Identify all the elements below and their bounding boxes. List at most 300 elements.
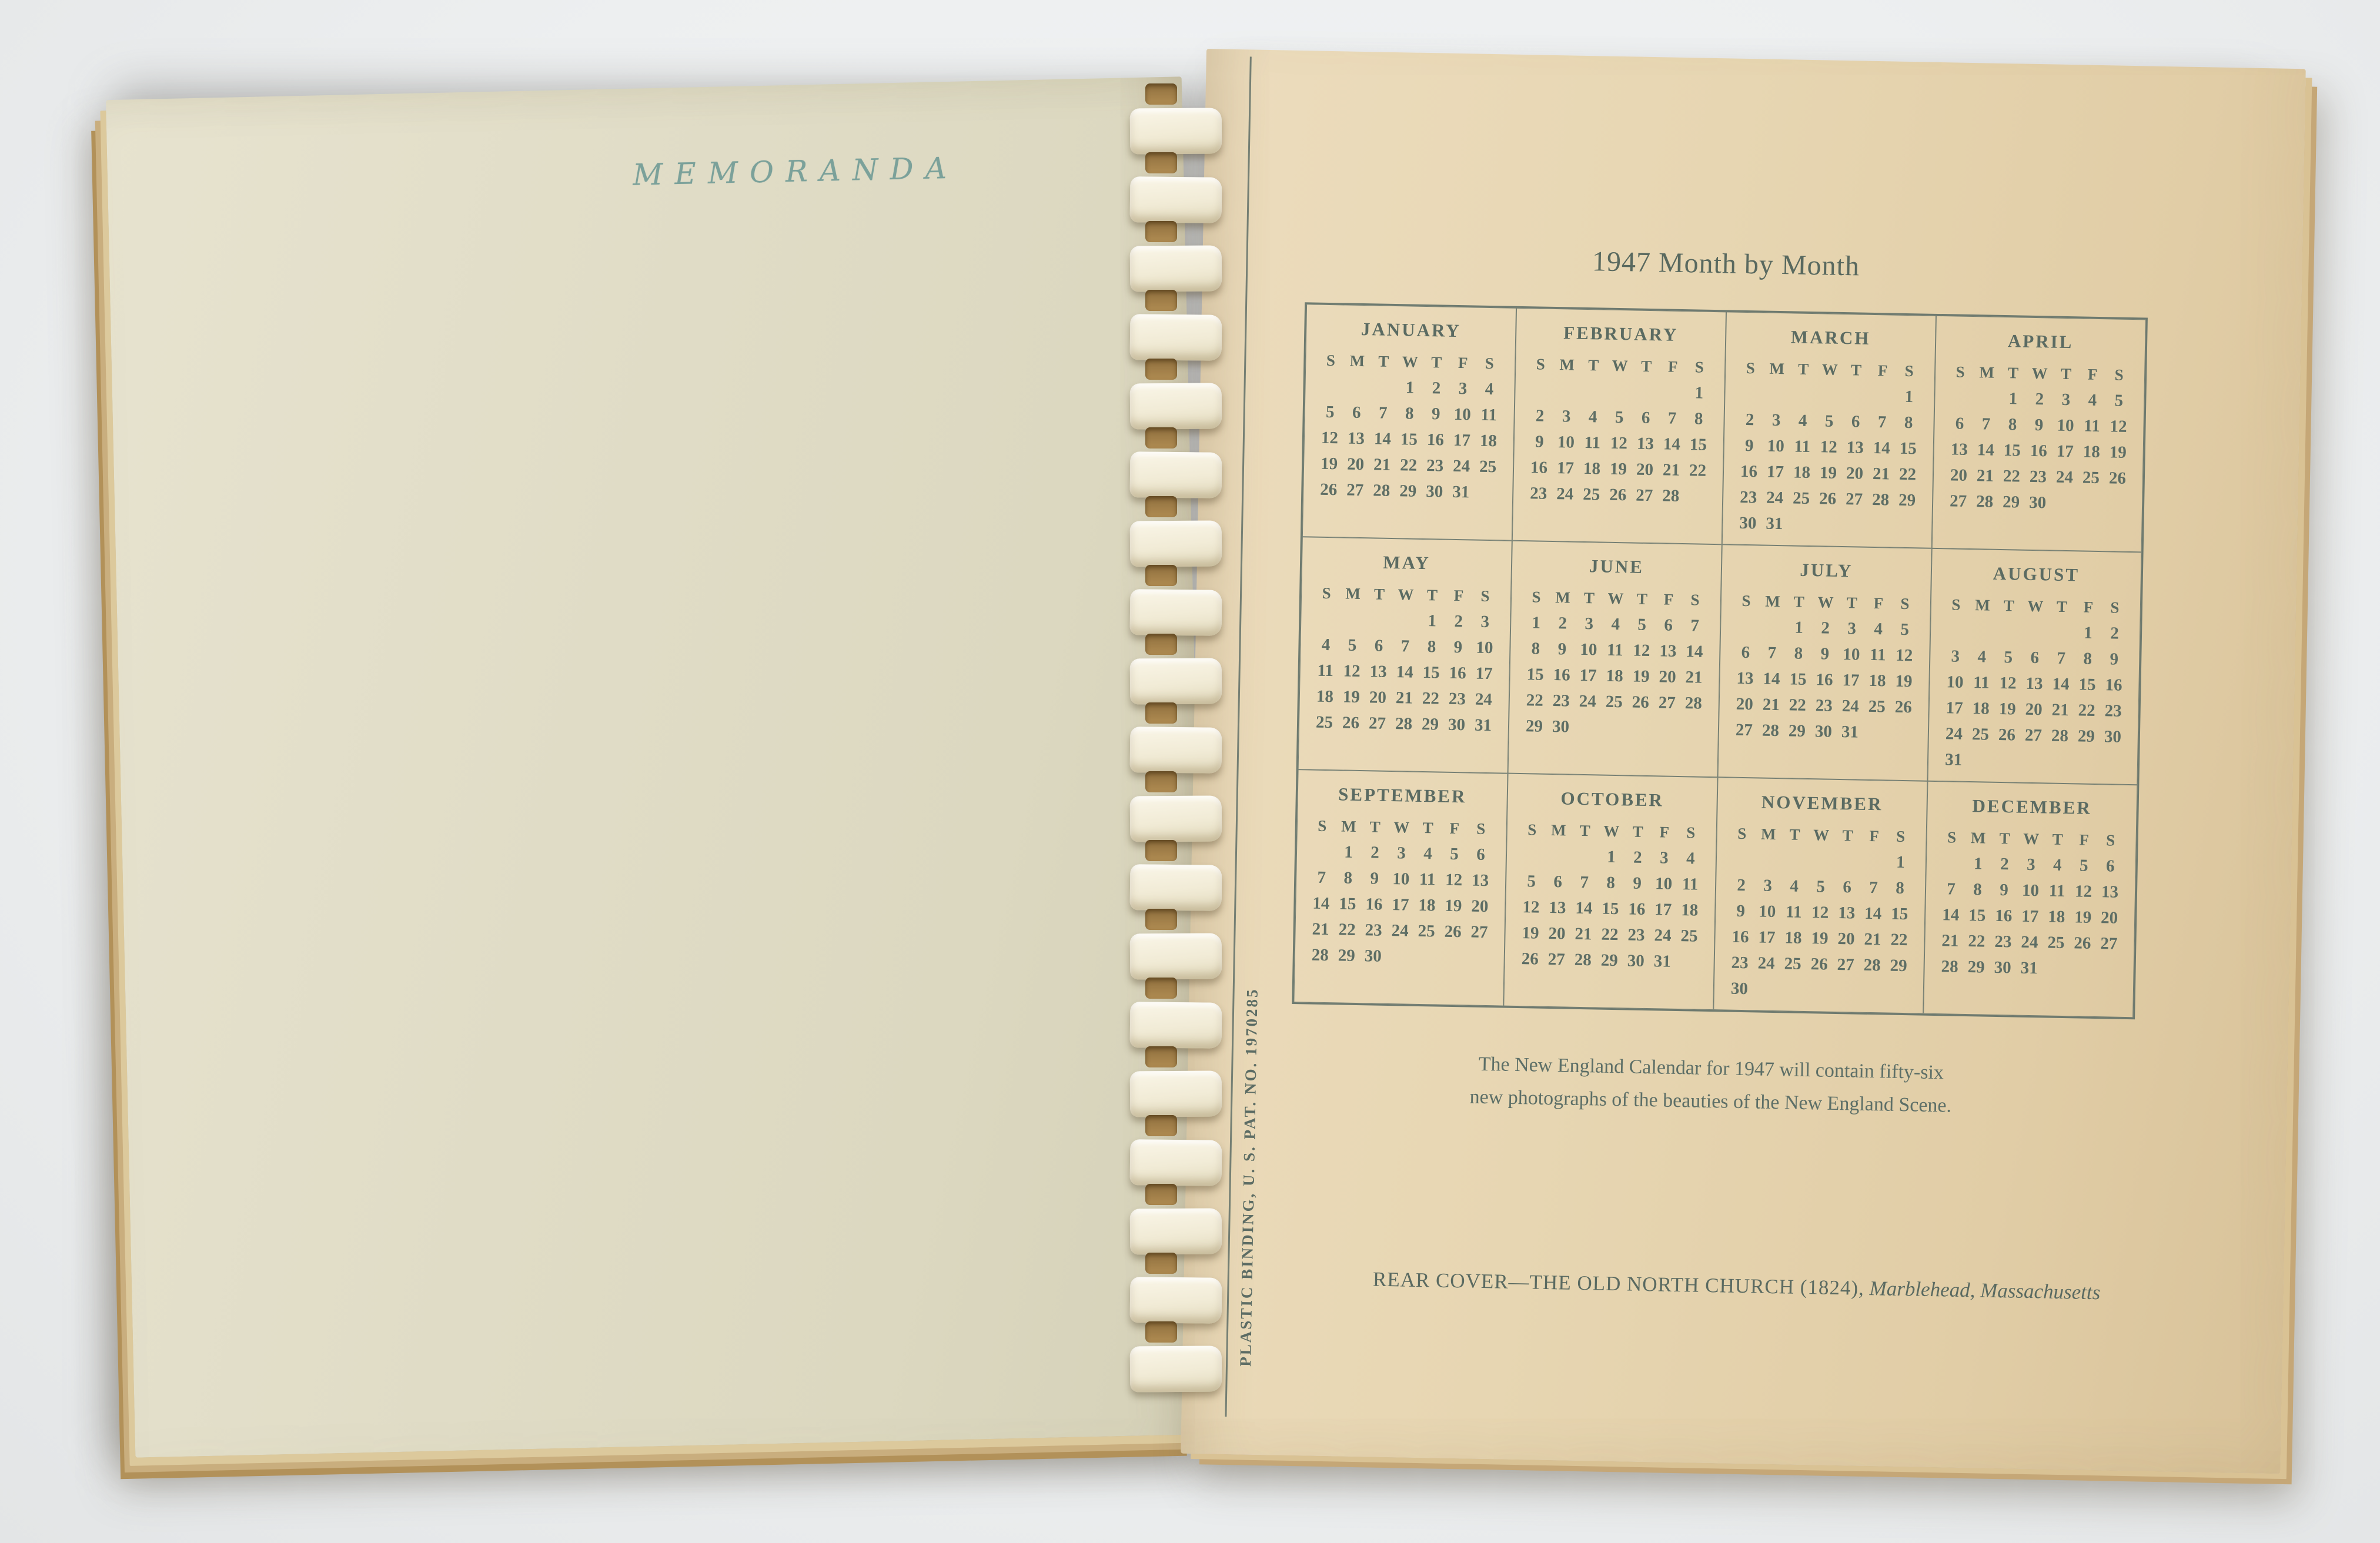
day-cell: 4	[1977, 647, 1987, 667]
day-cell: 7	[1580, 872, 1589, 892]
day-cell: 18	[1418, 895, 1436, 915]
day-cell: 31	[1452, 482, 1470, 501]
day-cell: 1	[1428, 611, 1437, 630]
day-of-week-header: W	[2023, 829, 2040, 848]
day-cell: 4	[2088, 390, 2097, 410]
day-cell: 6	[1553, 872, 1563, 891]
day-cell: 8	[1973, 879, 1983, 899]
day-cell: 17	[1392, 895, 1409, 915]
day-cell: 24	[1757, 953, 1776, 973]
day-cell: 25	[1784, 953, 1801, 973]
day-cell: 20	[1736, 694, 1754, 714]
day-cell: 3	[1763, 876, 1773, 895]
day-cell: 21	[1864, 929, 1881, 949]
day-cell: 16	[2105, 675, 2122, 695]
day-cell: 19	[2074, 907, 2092, 927]
day-cell: 15	[1422, 662, 1440, 682]
day-cell: 14	[1312, 893, 1330, 913]
day-of-week-header: S	[1326, 351, 1336, 369]
day-cell: 19	[1998, 699, 2017, 718]
day-cell: 28	[1975, 491, 1994, 511]
day-cell: 20	[2100, 908, 2118, 928]
day-cell: 4	[1321, 635, 1331, 654]
day-cell: 15	[1689, 434, 1707, 454]
day-of-week-header: M	[1341, 816, 1357, 835]
day-cell: 13	[2025, 674, 2043, 693]
day-cell: 10	[2057, 416, 2074, 435]
day-cell: 23	[1552, 691, 1570, 711]
day-cell: 13	[1347, 429, 1365, 448]
binding-hole	[1145, 359, 1177, 380]
day-cell: 3	[1771, 410, 1781, 430]
day-cell: 7	[1317, 868, 1326, 887]
day-cell: 19	[1522, 923, 1539, 943]
day-cell: 28	[1871, 490, 1890, 509]
day-cell: 17	[1946, 698, 1964, 718]
day-cell: 4	[1423, 844, 1433, 863]
day-cell: 15	[1526, 664, 1544, 684]
day-cell: 2	[1370, 842, 1380, 862]
day-cell: 29	[2077, 726, 2095, 746]
day-cell: 29	[1898, 490, 1916, 510]
day-of-week-header: T	[2060, 364, 2073, 383]
day-of-week-header: T	[1579, 821, 1592, 839]
binding-hole	[1145, 1184, 1177, 1205]
month-name: JULY	[1800, 559, 1853, 581]
day-cell: 8	[1694, 409, 1703, 429]
day-cell: 20	[1471, 896, 1489, 916]
day-of-week-header: T	[1583, 588, 1596, 607]
day-of-week-header: T	[1422, 818, 1435, 836]
day-cell: 26	[1819, 488, 1837, 508]
day-cell: 20	[1346, 454, 1365, 474]
day-cell: 18	[1868, 671, 1886, 690]
day-cell: 18	[1784, 928, 1802, 948]
day-of-week-header: S	[1536, 354, 1546, 373]
day-cell: 28	[1662, 486, 1680, 506]
day-cell: 21	[1395, 688, 1413, 708]
day-cell: 28	[1373, 480, 1390, 500]
binding-comb-tooth	[1130, 933, 1222, 979]
day-of-week-header: S	[1532, 587, 1542, 606]
day-cell: 16	[1816, 670, 1833, 690]
day-cell: 22	[1689, 460, 1707, 480]
day-of-week-header: S	[2105, 831, 2116, 849]
day-cell: 24	[1452, 456, 1470, 476]
day-cell: 6	[1851, 411, 1860, 431]
day-cell: 29	[1338, 945, 1356, 965]
day-cell: 15	[1789, 669, 1807, 689]
day-cell: 23	[1627, 925, 1645, 945]
day-cell: 30	[1730, 979, 1749, 998]
day-cell: 5	[1348, 635, 1357, 655]
day-of-week-header: S	[1322, 584, 1332, 602]
day-cell: 31	[1474, 715, 1492, 735]
memoranda-heading: MEMORANDA	[632, 150, 959, 192]
day-cell: 6	[1843, 877, 1852, 896]
day-cell: 25	[1418, 921, 1435, 940]
day-of-week-header: T	[1850, 360, 1863, 379]
day-cell: 28	[1941, 956, 1958, 976]
day-cell: 27	[1837, 955, 1854, 975]
day-of-week-header: W	[1813, 825, 1830, 844]
day-cell: 21	[1373, 454, 1391, 474]
day-cell: 15	[1400, 429, 1418, 449]
day-of-week-header: M	[1979, 363, 1995, 381]
day-cell: 19	[1811, 928, 1829, 948]
day-of-week-header: S	[1690, 590, 1700, 609]
day-cell: 4	[1798, 411, 1807, 430]
binding-hole	[1145, 702, 1177, 724]
day-cell: 21	[1662, 460, 1680, 480]
day-cell: 24	[1391, 921, 1409, 940]
day-of-week-header: T	[1793, 593, 1806, 611]
day-cell: 17	[1758, 928, 1776, 947]
day-cell: 29	[1525, 716, 1543, 736]
day-of-week-header: S	[1476, 819, 1486, 838]
day-cell: 10	[1654, 873, 1673, 893]
day-of-week-header: S	[1527, 820, 1537, 839]
day-of-week-header: T	[1636, 590, 1649, 608]
day-cell: 13	[1846, 437, 1864, 457]
day-cell: 1	[1532, 612, 1541, 632]
day-cell: 19	[1342, 687, 1361, 707]
day-cell: 22	[1422, 688, 1440, 708]
day-cell: 20	[1950, 465, 1968, 485]
day-of-week-header: T	[1373, 584, 1386, 603]
day-cell: 29	[1890, 956, 1907, 975]
day-cell: 19	[1819, 463, 1837, 483]
day-cell: 17	[2056, 441, 2074, 461]
binding-comb-tooth	[1130, 1345, 1222, 1392]
day-cell: 11	[2084, 416, 2101, 436]
binding-comb-tooth	[1130, 795, 1222, 842]
day-cell: 12	[1321, 428, 1339, 447]
day-cell: 16	[1449, 663, 1466, 682]
month-name: JUNE	[1589, 555, 1644, 577]
day-of-week-header: T	[1426, 585, 1439, 604]
binding-comb-tooth	[1130, 245, 1222, 292]
day-cell: 5	[1325, 402, 1335, 421]
day-of-week-header: T	[1797, 360, 1810, 378]
day-cell: 16	[1553, 665, 1570, 685]
day-cell: 27	[2024, 725, 2043, 745]
day-cell: 13	[1736, 668, 1754, 688]
day-cell: 10	[1946, 672, 1964, 692]
day-of-week-header: W	[1398, 585, 1415, 604]
day-cell: 4	[1686, 848, 1696, 868]
day-cell: 7	[1378, 403, 1388, 423]
day-cell: 7	[1869, 878, 1878, 897]
day-of-week-header: S	[1741, 591, 1751, 610]
day-cell: 1	[1405, 377, 1415, 397]
day-cell: 7	[1667, 409, 1677, 428]
day-cell: 16	[1365, 894, 1383, 914]
day-of-week-header: S	[1746, 359, 1756, 377]
day-cell: 14	[1686, 641, 1703, 661]
day-cell: 20	[1659, 667, 1676, 687]
day-cell: 5	[1900, 620, 1910, 639]
day-of-week-header: M	[1974, 595, 1991, 614]
day-cell: 12	[1610, 433, 1628, 453]
day-cell: 4	[1790, 876, 1799, 896]
day-cell: 21	[1762, 695, 1780, 714]
day-cell: 30	[2028, 493, 2047, 512]
day-cell: 22	[1601, 925, 1619, 944]
day-cell: 3	[2061, 390, 2071, 409]
day-cell: 18	[1316, 687, 1334, 706]
day-cell: 11	[1606, 640, 1623, 660]
day-cell: 8	[1904, 413, 1913, 432]
day-of-week-header: F	[1869, 826, 1880, 845]
day-cell: 9	[2034, 415, 2044, 434]
day-cell: 5	[1614, 407, 1624, 427]
day-cell: 22	[1968, 931, 1985, 951]
day-cell: 4	[1485, 379, 1494, 399]
binding-hole	[1145, 771, 1177, 792]
day-cell: 14	[1575, 898, 1593, 918]
day-cell: 1	[1606, 847, 1616, 866]
day-cell: 30	[1448, 715, 1466, 734]
day-cell: 22	[1526, 690, 1544, 710]
day-cell: 2	[1535, 406, 1545, 426]
day-cell: 27	[1346, 480, 1364, 500]
month-name: JANUARY	[1361, 318, 1462, 342]
day-cell: 29	[1600, 950, 1619, 970]
day-cell: 11	[1682, 874, 1699, 894]
day-cell: 23	[1426, 456, 1444, 476]
day-cell: 21	[1685, 667, 1703, 687]
day-cell: 24	[1654, 925, 1672, 945]
day-cell: 3	[1458, 379, 1468, 398]
day-cell: 30	[1739, 513, 1757, 533]
day-cell: 27	[1368, 713, 1386, 733]
day-cell: 27	[2100, 933, 2118, 953]
day-cell: 2	[1558, 613, 1567, 632]
day-of-week-header: W	[2031, 364, 2048, 382]
day-cell: 30	[1364, 946, 1382, 966]
day-cell: 13	[1659, 641, 1677, 661]
day-of-week-header: M	[1550, 821, 1567, 839]
day-cell: 11	[1973, 672, 1990, 692]
month-name: FEBRUARY	[1563, 322, 1679, 345]
day-cell: 13	[2101, 882, 2119, 902]
day-cell: 26	[1320, 480, 1338, 499]
day-cell: 7	[2057, 648, 2066, 668]
day-cell: 20	[1636, 460, 1654, 479]
day-cell: 7	[1981, 414, 1991, 434]
day-cell: 16	[1740, 461, 1758, 481]
day-cell: 26	[1810, 954, 1828, 974]
day-cell: 26	[1521, 949, 1539, 969]
day-cell: 13	[1636, 434, 1654, 453]
day-cell: 14	[1763, 669, 1780, 688]
day-cell: 16	[1628, 899, 1646, 919]
day-cell: 23	[1731, 953, 1749, 972]
day-cell: 4	[1611, 614, 1620, 634]
day-cell: 8	[2083, 649, 2092, 668]
day-cell: 3	[1480, 612, 1490, 631]
day-cell: 11	[2048, 881, 2065, 901]
day-cell: 17	[1654, 899, 1672, 919]
day-cell: 26	[1342, 712, 1360, 732]
day-cell: 21	[1575, 924, 1592, 943]
day-cell: 9	[1535, 431, 1544, 451]
day-cell: 19	[1445, 896, 1462, 915]
day-cell: 27	[1470, 922, 1488, 942]
day-of-week-header: F	[1453, 586, 1465, 604]
day-cell: 17	[1556, 458, 1575, 478]
day-cell: 12	[2110, 416, 2127, 436]
day-cell: 2	[2110, 623, 2120, 643]
day-cell: 5	[2114, 390, 2124, 410]
day-cell: 20	[1846, 463, 1864, 483]
day-cell: 6	[1374, 635, 1383, 655]
day-cell: 28	[1761, 721, 1780, 740]
day-cell: 2	[1633, 848, 1643, 867]
day-cell: 19	[1632, 667, 1650, 686]
day-cell: 18	[2047, 907, 2065, 926]
day-cell: 21	[1941, 931, 1959, 950]
day-of-week-header: T	[1641, 357, 1653, 375]
day-cell: 1	[1904, 387, 1914, 406]
day-of-week-header: T	[1842, 826, 1854, 844]
day-of-week-header: M	[1345, 584, 1362, 603]
day-cell: 28	[1684, 693, 1703, 713]
day-cell: 28	[1311, 945, 1329, 965]
day-cell: 9	[1557, 639, 1567, 658]
day-cell: 8	[1343, 868, 1353, 888]
day-cell: 15	[1602, 899, 1619, 918]
day-cell: 9	[1820, 644, 1830, 664]
day-cell: 10	[1759, 902, 1776, 921]
day-cell: 12	[1343, 661, 1361, 681]
day-cell: 12	[1896, 645, 1913, 665]
day-of-week-header: W	[1821, 360, 1839, 379]
day-cell: 28	[1863, 955, 1881, 975]
day-cell: 1	[1896, 852, 1905, 872]
binding-comb-tooth	[1130, 314, 1222, 361]
day-cell: 10	[1453, 404, 1472, 424]
day-cell: 1	[1973, 853, 1983, 873]
binding-comb-tooth	[1130, 1208, 1222, 1254]
day-cell: 9	[1453, 637, 1463, 657]
day-cell: 13	[1838, 903, 1856, 923]
day-cell: 31	[2020, 958, 2038, 978]
rear-cover-caption-caps: REAR COVER—THE OLD NORTH CHURCH (1824),	[1372, 1267, 1865, 1300]
binding-hole	[1145, 634, 1177, 655]
day-cell: 16	[1426, 430, 1445, 450]
day-of-week-header: M	[1559, 355, 1576, 374]
day-cell: 15	[2003, 440, 2021, 460]
day-cell: 1	[2084, 623, 2093, 642]
day-cell: 6	[2105, 856, 2115, 876]
binding-hole	[1145, 1115, 1177, 1136]
day-cell: 14	[1873, 438, 1891, 457]
binding-comb-tooth	[1130, 1139, 1222, 1186]
day-cell: 23	[2029, 467, 2047, 486]
day-cell: 29	[1421, 714, 1439, 734]
day-cell: 18	[1606, 666, 1623, 685]
binding-hole	[1145, 427, 1177, 448]
day-cell: 24	[1945, 724, 1963, 744]
day-cell: 15	[1899, 439, 1917, 458]
day-of-week-header: T	[1632, 822, 1644, 841]
day-cell: 16	[2030, 441, 2048, 460]
day-of-week-header: S	[1956, 363, 1965, 381]
binding-hole	[1145, 290, 1177, 311]
day-cell: 17	[1579, 665, 1597, 685]
day-of-week-header: T	[1378, 352, 1390, 370]
day-cell: 14	[1864, 903, 1882, 923]
day-cell: 14	[1373, 429, 1392, 448]
month-name: SEPTEMBER	[1338, 784, 1467, 807]
day-cell: 30	[1552, 717, 1570, 737]
binding-comb-tooth	[1130, 864, 1222, 911]
day-cell: 17	[1766, 462, 1784, 481]
day-cell: 25	[1971, 724, 1990, 744]
day-cell: 25	[1315, 712, 1333, 732]
day-cell: 25	[1582, 484, 1600, 504]
day-cell: 3	[1562, 406, 1571, 426]
day-of-week-header: T	[1999, 829, 2011, 847]
day-cell: 30	[1426, 481, 1443, 501]
day-cell: 30	[1994, 958, 2011, 977]
day-cell: 14	[1663, 434, 1681, 454]
day-of-week-header: W	[1402, 352, 1419, 371]
day-cell: 24	[2021, 932, 2038, 952]
day-cell: 26	[1894, 697, 1913, 717]
day-of-week-header: M	[1555, 588, 1572, 607]
day-of-week-header: W	[1612, 356, 1629, 374]
day-cell: 4	[1588, 407, 1597, 426]
day-of-week-header: W	[1393, 818, 1410, 836]
day-cell: 3	[1585, 614, 1594, 633]
day-cell: 26	[2074, 933, 2091, 953]
day-of-week-header: F	[1458, 353, 1469, 371]
day-of-week-header: S	[1737, 824, 1747, 842]
day-cell: 5	[1816, 876, 1826, 896]
day-cell: 2	[1737, 875, 1746, 895]
day-of-week-header: W	[1603, 822, 1620, 840]
day-cell: 10	[1843, 644, 1860, 664]
day-of-week-header: M	[1349, 352, 1366, 370]
day-of-week-header: T	[1431, 353, 1443, 371]
day-cell: 20	[1837, 929, 1855, 949]
binding-comb-tooth	[1130, 1002, 1222, 1049]
day-cell: 25	[1868, 697, 1886, 716]
footnote-line-2: new photographs of the beauties of the New England Scene.	[1469, 1086, 1952, 1117]
day-cell: 2	[1821, 618, 1830, 638]
day-of-week-header: S	[1485, 354, 1495, 372]
day-cell: 14	[1977, 440, 1995, 460]
day-cell: 8	[1896, 878, 1905, 898]
day-cell: 23	[1530, 483, 1547, 503]
day-cell: 19	[2109, 442, 2127, 462]
day-of-week-header: M	[1760, 825, 1777, 843]
day-cell: 11	[1785, 902, 1802, 922]
day-cell: 6	[1664, 615, 1673, 635]
day-of-week-header: W	[1817, 593, 1834, 611]
day-cell: 3	[1659, 848, 1669, 868]
day-cell: 23	[1739, 487, 1757, 507]
day-cell: 5	[2004, 647, 2013, 667]
day-cell: 1	[1694, 383, 1704, 403]
day-cell: 27	[1949, 491, 1967, 511]
day-of-week-header: T	[2003, 596, 2015, 614]
day-cell: 7	[1947, 879, 1956, 899]
binding-comb-tooth	[1130, 383, 1222, 429]
